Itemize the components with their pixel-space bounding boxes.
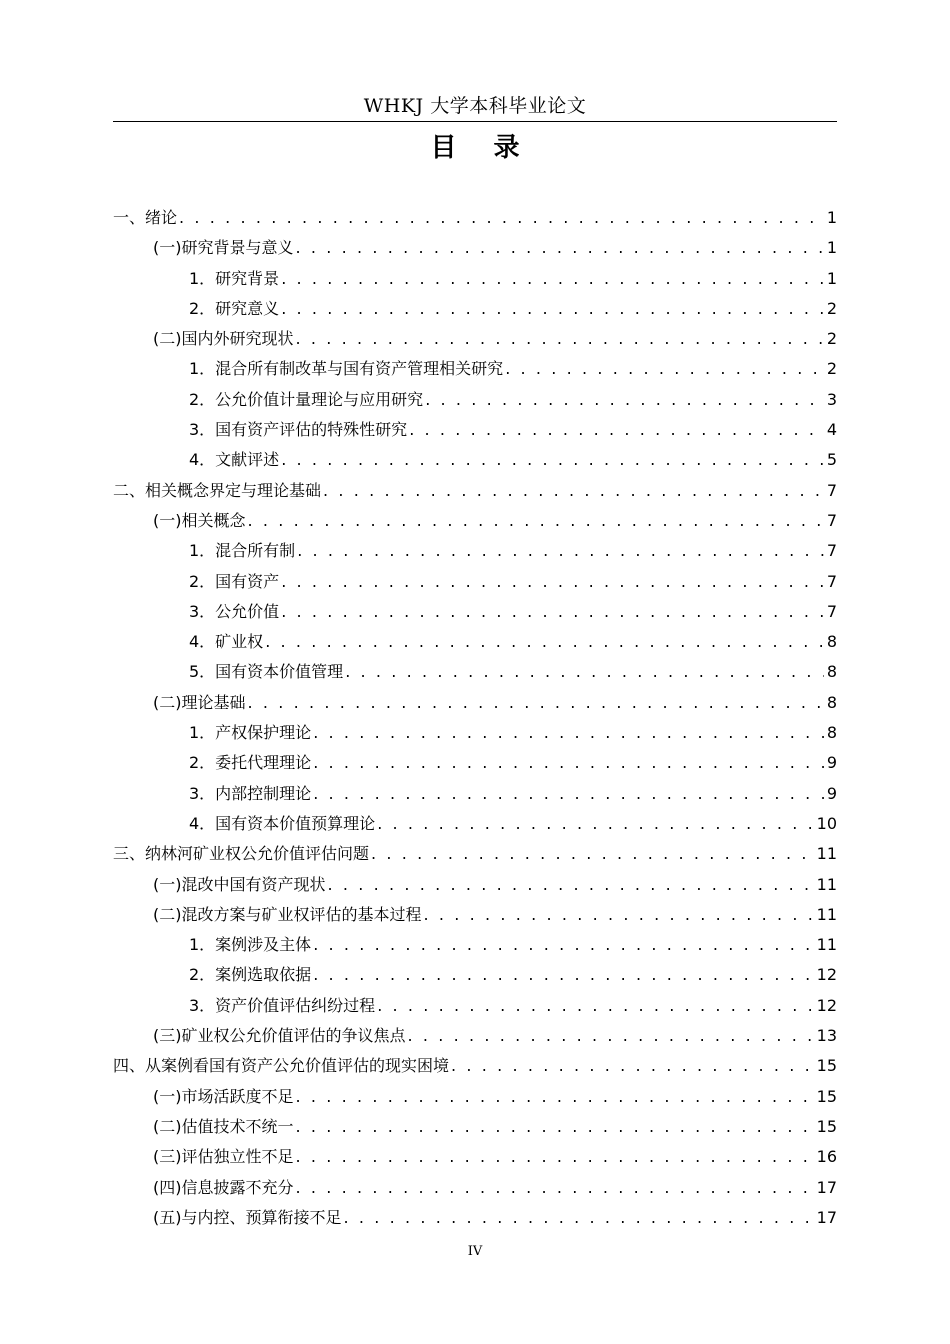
toc-entry-page-number: 12 (816, 965, 837, 985)
toc-entry-page-number: 8 (826, 632, 837, 652)
toc-entry-page-number: 10 (816, 813, 837, 833)
toc-entry-title: (五)与内控、预算衔接不足 (153, 1207, 342, 1227)
toc-dot-leader (296, 1173, 814, 1203)
toc-dot-leader (281, 597, 824, 627)
toc-entry-page-number: 11 (816, 874, 837, 894)
toc-entry-title: 2．委托代理理论 (189, 753, 312, 773)
toc-dot-leader (323, 476, 824, 506)
toc-dot-leader (313, 718, 824, 748)
toc-entry[interactable] (113, 264, 837, 294)
toc-entry-page-number: 5 (826, 450, 837, 470)
toc-entry-title: 3．国有资产评估的特殊性研究 (189, 420, 408, 440)
toc-dot-leader (265, 627, 824, 657)
toc-entry-title: (一)相关概念 (153, 510, 246, 530)
toc-entry-title: (三)矿业权公允价值评估的争议焦点 (153, 1026, 406, 1046)
toc-entry[interactable] (113, 385, 837, 415)
toc-dot-leader (297, 536, 824, 566)
toc-dot-leader (296, 1082, 814, 1112)
toc-entry-title: 2．研究意义 (189, 298, 280, 318)
toc-entry-page-number: 8 (826, 723, 837, 743)
toc-entry-title: 1．混合所有制 (189, 541, 296, 561)
toc-entry-page-number: 15 (816, 1116, 837, 1136)
toc-entry[interactable] (113, 567, 837, 597)
table-of-contents (113, 203, 837, 1233)
toc-entry-page-number: 16 (816, 1147, 837, 1167)
toc-entry[interactable] (113, 1173, 837, 1203)
toc-entry-page-number: 2 (826, 359, 837, 379)
toc-entry-title: 4．文献评述 (189, 450, 280, 470)
toc-entry-page-number: 11 (816, 904, 837, 924)
toc-dot-leader (408, 1021, 814, 1051)
toc-dot-leader (296, 324, 824, 354)
toc-entry-page-number: 17 (816, 1177, 837, 1197)
toc-entry[interactable] (113, 415, 837, 445)
toc-entry-page-number: 9 (826, 783, 837, 803)
toc-entry-title: 三、纳林河矿业权公允价值评估问题 (113, 844, 370, 864)
toc-entry[interactable] (113, 506, 837, 536)
toc-entry-title: (一)研究背景与意义 (153, 238, 294, 258)
toc-entry-title: (一)混改中国有资产现状 (153, 874, 326, 894)
toc-entry[interactable] (113, 1112, 837, 1142)
toc-dot-leader (296, 233, 824, 263)
toc-entry[interactable] (113, 1082, 837, 1112)
toc-entry-page-number: 8 (826, 692, 837, 712)
toc-entry[interactable] (113, 748, 837, 778)
toc-dot-leader (248, 506, 824, 536)
toc-entry[interactable] (113, 294, 837, 324)
toc-entry[interactable] (113, 597, 837, 627)
toc-entry[interactable] (113, 870, 837, 900)
toc-entry-title: (二)理论基础 (153, 692, 246, 712)
toc-dot-leader (281, 445, 824, 475)
toc-entry[interactable] (113, 779, 837, 809)
toc-entry-title: 2．案例选取依据 (189, 965, 312, 985)
toc-entry-page-number: 8 (826, 662, 837, 682)
toc-dot-leader (377, 991, 813, 1021)
toc-entry-title: 2．国有资产 (189, 571, 280, 591)
toc-entry-title: 1．混合所有制改革与国有资产管理相关研究 (189, 359, 504, 379)
toc-dot-leader (313, 779, 824, 809)
toc-dot-leader (424, 900, 814, 930)
toc-entry-page-number: 15 (816, 1056, 837, 1076)
toc-entry[interactable] (113, 536, 837, 566)
page-number: IV (467, 1244, 483, 1259)
toc-entry-title: 3．公允价值 (189, 601, 280, 621)
toc-entry-title: 1．产权保护理论 (189, 723, 312, 743)
toc-dot-leader (296, 1142, 814, 1172)
toc-entry-title: 5．国有资本价值管理 (189, 662, 344, 682)
toc-dot-leader (281, 294, 824, 324)
toc-entry-title: 1．研究背景 (189, 268, 280, 288)
toc-dot-leader (328, 870, 814, 900)
toc-entry[interactable] (113, 839, 837, 869)
toc-entry[interactable] (113, 1051, 837, 1081)
toc-entry-page-number: 9 (826, 753, 837, 773)
toc-dot-leader (451, 1051, 814, 1081)
toc-entry[interactable] (113, 718, 837, 748)
toc-dot-leader (296, 1112, 814, 1142)
toc-entry-title: 2．公允价值计量理论与应用研究 (189, 389, 424, 409)
toc-dot-leader (344, 1203, 814, 1233)
toc-entry-page-number: 7 (826, 601, 837, 621)
toc-entry-page-number: 11 (816, 844, 837, 864)
toc-entry-title: 一、绪论 (113, 208, 178, 227)
toc-entry[interactable] (113, 900, 837, 930)
toc-entry[interactable] (113, 354, 837, 384)
toc-entry-page-number: 4 (826, 420, 837, 440)
toc-entry-page-number: 15 (816, 1086, 837, 1106)
toc-entry[interactable] (113, 445, 837, 475)
page-title: 目 录 (430, 133, 534, 163)
toc-entry[interactable] (113, 1021, 837, 1051)
toc-entry[interactable] (113, 657, 837, 687)
toc-entry-page-number: 7 (826, 571, 837, 591)
toc-entry[interactable] (113, 476, 837, 506)
toc-entry-page-number: 17 (816, 1207, 837, 1227)
toc-dot-leader (313, 960, 813, 990)
toc-entry-page-number: 3 (826, 389, 837, 409)
toc-entry[interactable] (113, 1142, 837, 1172)
running-header (113, 92, 837, 122)
toc-entry[interactable] (113, 809, 837, 839)
toc-entry[interactable] (113, 960, 837, 990)
toc-dot-leader (409, 415, 824, 445)
toc-entry-page-number: 1 (826, 238, 837, 258)
toc-dot-leader (345, 657, 824, 687)
toc-entry[interactable] (113, 1203, 837, 1233)
toc-entry-page-number: 11 (816, 935, 837, 955)
toc-dot-leader (179, 203, 824, 233)
toc-entry-title: 1．案例涉及主体 (189, 935, 312, 955)
toc-entry-page-number: 7 (826, 541, 837, 561)
toc-dot-leader (505, 354, 824, 384)
toc-entry-page-number: 7 (826, 510, 837, 530)
toc-entry[interactable] (113, 324, 837, 354)
toc-entry-page-number: 2 (826, 329, 837, 349)
toc-entry-page-number: 1 (826, 268, 837, 288)
toc-dot-leader (281, 264, 824, 294)
toc-entry[interactable] (113, 930, 837, 960)
toc-entry[interactable] (113, 627, 837, 657)
toc-dot-leader (281, 567, 824, 597)
toc-entry-page-number: 12 (816, 995, 837, 1015)
toc-dot-leader (248, 688, 824, 718)
toc-dot-leader (313, 748, 824, 778)
toc-entry-title: 四、从案例看国有资产公允价值评估的现实困境 (113, 1056, 450, 1076)
toc-entry-title: (二)混改方案与矿业权评估的基本过程 (153, 904, 422, 924)
toc-dot-leader (313, 930, 813, 960)
toc-entry-title: 4．国有资本价值预算理论 (189, 813, 376, 833)
toc-entry-title: 4．矿业权 (189, 632, 264, 652)
toc-entry-title: (四)信息披露不充分 (153, 1177, 294, 1197)
toc-entry-page-number: 2 (826, 298, 837, 318)
toc-entry-title: (一)市场活跃度不足 (153, 1086, 294, 1106)
toc-dot-leader (371, 839, 814, 869)
toc-dot-leader (377, 809, 813, 839)
toc-entry-page-number: 1 (826, 208, 837, 227)
toc-entry[interactable] (113, 203, 837, 233)
toc-entry[interactable] (113, 688, 837, 718)
toc-entry-title: 3．内部控制理论 (189, 783, 312, 803)
toc-entry-title: 3．资产价值评估纠纷过程 (189, 995, 376, 1015)
toc-entry-title: (二)国内外研究现状 (153, 329, 294, 349)
toc-entry-page-number: 7 (826, 480, 837, 500)
toc-entry-page-number: 13 (816, 1026, 837, 1046)
running-header-text: WHKJ 大学本科毕业论文 (363, 95, 587, 117)
toc-entry[interactable] (113, 233, 837, 263)
toc-entry-title: 二、相关概念界定与理论基础 (113, 480, 322, 500)
toc-dot-leader (425, 385, 824, 415)
toc-entry-title: (二)估值技术不统一 (153, 1116, 294, 1136)
toc-entry-title: (三)评估独立性不足 (153, 1147, 294, 1167)
toc-entry[interactable] (113, 991, 837, 1021)
